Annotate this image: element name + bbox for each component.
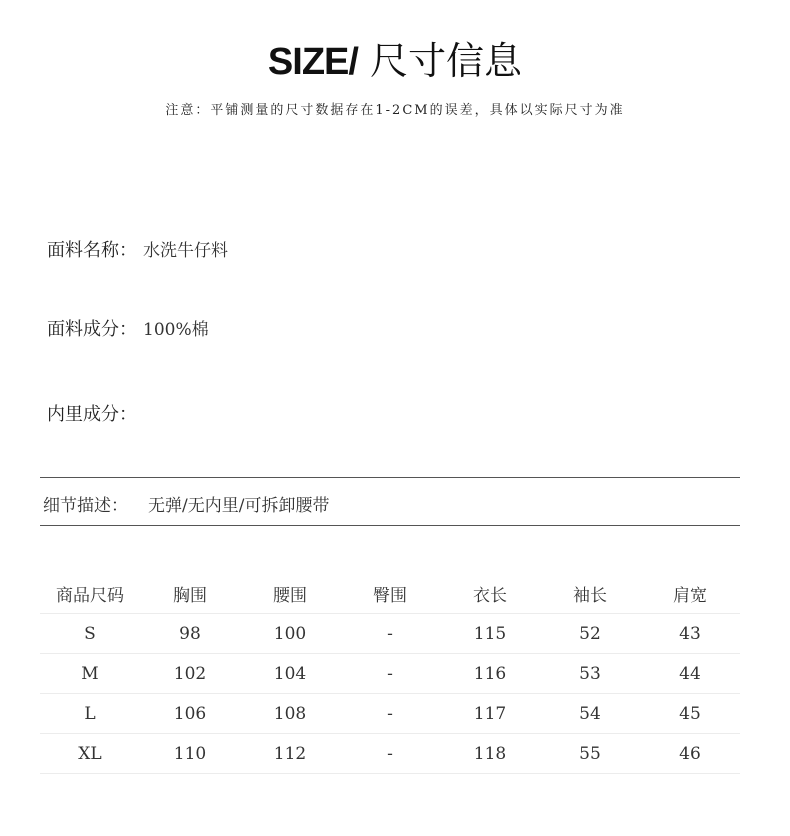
cell-waist: 112 bbox=[240, 734, 340, 774]
cell-waist: 100 bbox=[240, 614, 340, 654]
cell-shoulder: 46 bbox=[640, 734, 740, 774]
page-title-zh: 尺寸信息 bbox=[370, 39, 523, 83]
cell-hip: - bbox=[340, 614, 440, 654]
cell-hip: - bbox=[340, 694, 440, 734]
cell-waist: 104 bbox=[240, 654, 340, 694]
fabric-composition-value: 100%棉 bbox=[143, 320, 209, 340]
header-hip: 臀围 bbox=[340, 573, 440, 614]
cell-hip: - bbox=[340, 734, 440, 774]
cell-length: 115 bbox=[440, 614, 540, 654]
size-table bbox=[40, 573, 740, 774]
cell-length: 118 bbox=[440, 734, 540, 774]
header-chest: 胸围 bbox=[140, 573, 240, 614]
cell-hip: - bbox=[340, 654, 440, 694]
table-row bbox=[40, 614, 740, 654]
cell-shoulder: 43 bbox=[640, 614, 740, 654]
cell-chest: 98 bbox=[140, 614, 240, 654]
header-waist: 腰围 bbox=[240, 573, 340, 614]
cell-chest: 110 bbox=[140, 734, 240, 774]
cell-length: 117 bbox=[440, 694, 540, 734]
fabric-composition-row bbox=[47, 315, 209, 341]
page-title-en: SIZE/ bbox=[267, 41, 358, 83]
measurement-notice: 注意：平铺测量的尺寸数据存在1-2CM的误差，具体以实际尺寸为准 bbox=[165, 103, 625, 118]
cell-length: 116 bbox=[440, 654, 540, 694]
table-row bbox=[40, 694, 740, 734]
cell-sleeve: 53 bbox=[540, 654, 640, 694]
header-shoulder: 肩宽 bbox=[640, 573, 740, 614]
detail-value: 无弹/无内里/可拆卸腰带 bbox=[148, 496, 330, 516]
size-table-header bbox=[40, 573, 740, 614]
header-sleeve: 袖长 bbox=[540, 573, 640, 614]
fabric-name-label: 面料名称： bbox=[47, 240, 137, 261]
cell-chest: 102 bbox=[140, 654, 240, 694]
divider-bottom bbox=[40, 525, 740, 526]
divider-top bbox=[40, 477, 740, 478]
cell-shoulder: 44 bbox=[640, 654, 740, 694]
table-row bbox=[40, 654, 740, 694]
cell-chest: 106 bbox=[140, 694, 240, 734]
cell-size: L bbox=[40, 694, 140, 734]
cell-size: M bbox=[40, 654, 140, 694]
lining-composition-row bbox=[47, 400, 143, 426]
header-length: 衣长 bbox=[440, 573, 540, 614]
fabric-composition-label: 面料成分： bbox=[47, 319, 137, 340]
page-title bbox=[0, 30, 790, 85]
fabric-name-row bbox=[47, 236, 228, 262]
cell-sleeve: 55 bbox=[540, 734, 640, 774]
fabric-name-value: 水洗牛仔料 bbox=[143, 241, 228, 261]
table-row bbox=[40, 734, 740, 774]
cell-size: S bbox=[40, 614, 140, 654]
cell-shoulder: 45 bbox=[640, 694, 740, 734]
cell-waist: 108 bbox=[240, 694, 340, 734]
cell-sleeve: 52 bbox=[540, 614, 640, 654]
header-size: 商品尺码 bbox=[40, 573, 140, 614]
cell-sleeve: 54 bbox=[540, 694, 640, 734]
lining-composition-label: 内里成分： bbox=[47, 404, 137, 425]
detail-label: 细节描述： bbox=[43, 496, 128, 516]
cell-size: XL bbox=[40, 734, 140, 774]
detail-row bbox=[43, 491, 329, 516]
